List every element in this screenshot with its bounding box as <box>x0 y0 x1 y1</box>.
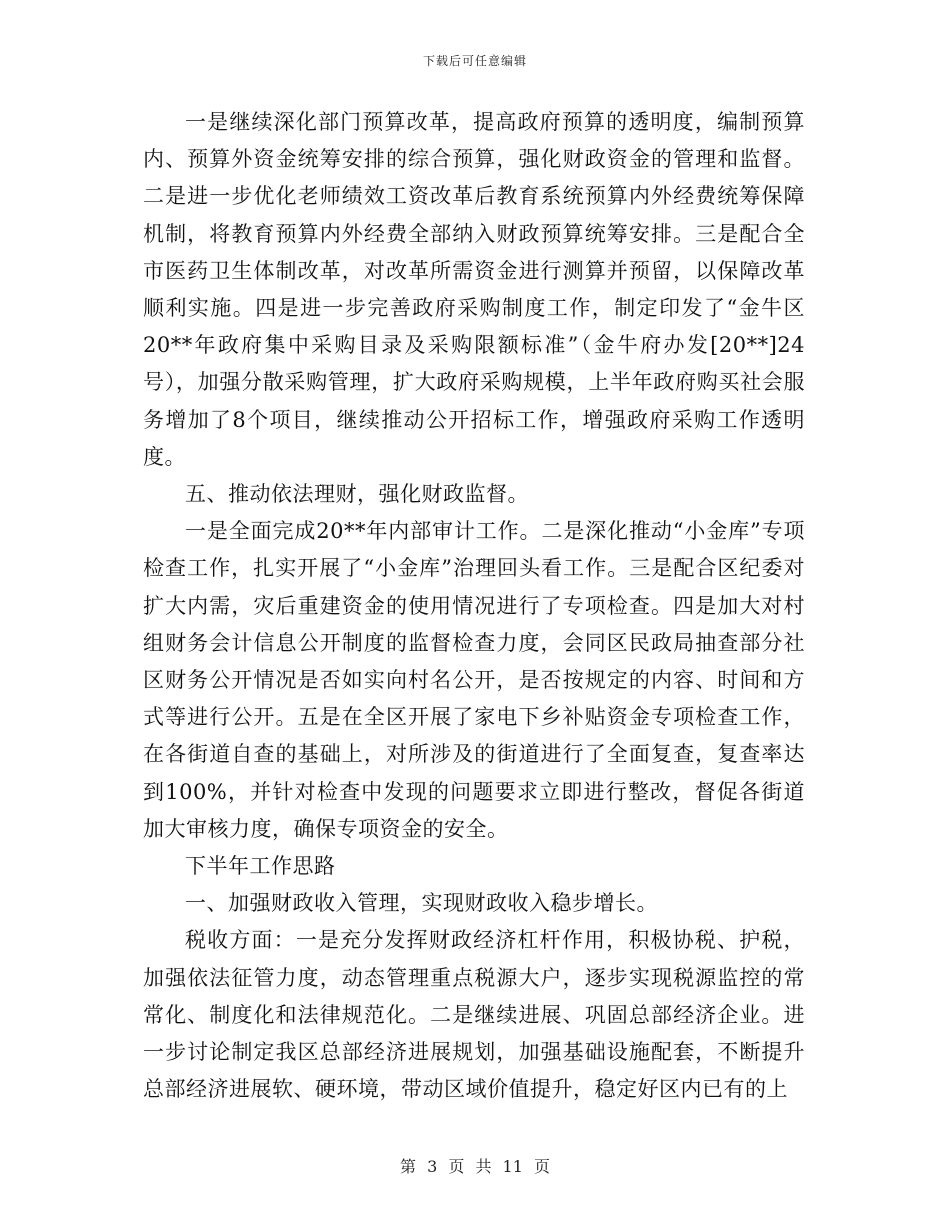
section-heading-second-half-plan: 下半年工作思路 <box>185 854 336 879</box>
paragraph-tax-collection: 税收方面：一是充分发挥财政经济杠杆作用，积极协税、护税，加强依法征管力度，动态管理重点税源大户，逐步实现税源监控的常常化、制度化和法律规范化。二是继续进展、巩固总部经济企业。进一步讨论制定我区总部经济进展规划，加强基础设施配套，不断提升总部经济进展软、硬环境，带动区域价值提升，稳定好区内已有的上 <box>143 928 805 1102</box>
paragraph-budget-reform: 一是继续深化部门预算改革，提高政府预算的透明度，编制预算内、预算外资金统筹安排的综合预算，强化财政资金的管理和监督。二是进一步优化老师绩效工资改革后教育系统预算内外经费统筹保障机制，将教育预算内外经费全部纳入财政预算统筹安排。三是配合全市医药卫生体制改革，对改革所需资金进行测算并预留，以保障改革顺利实施。四是进一步完善政府采购制度工作，制定印发了“金牛区20**年政府集中采购目录及采购限额标准”（金牛府办发[20**]24号），加强分散采购管理，扩大政府采购规模，上半年政府购买社会服务增加了8个项目，继续推动公开招标工作，增强政府采购工作透明度。 <box>143 110 805 469</box>
document-body <box>143 104 805 1108</box>
section-heading-revenue-management: 一、加强财政收入管理，实现财政收入稳步增长。 <box>185 891 658 916</box>
page-number-footer: 第 3 页 共 11 页 <box>400 1157 550 1176</box>
paragraph-audit-inspection: 一是全面完成20**年内部审计工作。二是深化推动“小金库”专项检查工作，扎实开展了“小金库”治理回头看工作。三是配合区纪委对扩大内需，灾后重建资金的使用情况进行了专项检查。四是加大对村组财务会计信息公开制度的监督检查力度，会同区民政局抽查部分社区财务公开情况是否如实向村名公开，是否按规定的内容、时间和方式等进行公开。五是在全区开展了家电下乡补贴资金专项检查工作，在各街道自查的基础上，对所涉及的街道进行了全面复查，复查率达到100%，并针对检查中发现的问题要求立即进行整改，督促各街道加大审核力度，确保专项资金的安全。 <box>143 519 805 841</box>
page-header-note: 下载后可任意编辑 <box>422 54 527 68</box>
section-heading-financial-supervision: 五、推动依法理财，强化财政监督。 <box>185 482 529 507</box>
